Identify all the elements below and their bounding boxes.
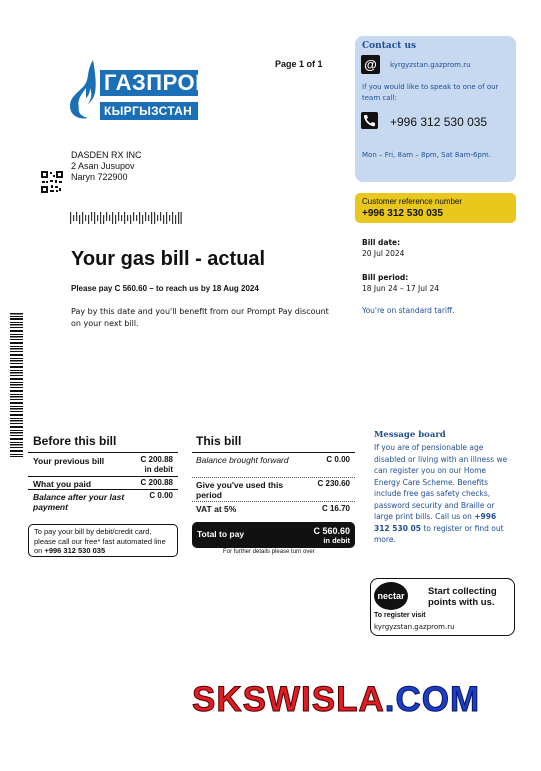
contact-title: Contact us bbox=[362, 41, 417, 51]
qr-code bbox=[41, 171, 63, 193]
phone-icon bbox=[361, 112, 378, 129]
logo-country: КЫРГЫЗСТАН bbox=[100, 102, 198, 120]
customer-reference-value: +996 312 530 035 bbox=[362, 208, 443, 219]
total-status: in debit bbox=[323, 536, 350, 545]
customer-address bbox=[71, 150, 142, 183]
divider bbox=[192, 452, 355, 453]
nectar-register-label: To register visit bbox=[374, 612, 426, 619]
watermark-tld: COM bbox=[395, 680, 481, 719]
watermark-name: SKSWISLA bbox=[192, 680, 385, 719]
balance-forward-value: C 0.00 bbox=[326, 455, 350, 464]
balance-forward-label: Balance brought forward bbox=[196, 455, 289, 465]
gas-used-value: C 230.60 bbox=[317, 479, 350, 488]
logo-wordmark: ГАЗПРОМ bbox=[100, 70, 198, 96]
card-payment-phone: +996 312 530 035 bbox=[44, 546, 106, 555]
address-line: DASDEN RX INC bbox=[71, 150, 142, 160]
address-line: Naryn 722900 bbox=[71, 172, 128, 182]
what-you-paid-label: What you paid bbox=[33, 479, 92, 489]
total-to-pay-value bbox=[300, 526, 350, 546]
total-amount: C 560.60 bbox=[313, 526, 350, 536]
nectar-title: Start collecting points with us. bbox=[428, 586, 497, 608]
contact-hours: Mon – Fri, 8am – 8pm, Sat 8am-6pm. bbox=[362, 151, 491, 159]
divider bbox=[192, 477, 355, 478]
message-board-body bbox=[374, 442, 514, 546]
gas-used-label: Give you've used this period bbox=[196, 480, 284, 500]
message-board-title: Message board bbox=[374, 430, 446, 440]
contact-phone[interactable]: +996 312 530 035 bbox=[390, 115, 488, 129]
message-text: If you are of pensionable age disabled or living with an illness we can register you on our Home Energy Care Scheme. Benefits include free gas safety checks, password security and Braille or large print bills. Call us on bbox=[374, 443, 508, 521]
postal-barcode bbox=[70, 212, 182, 224]
card-payment-text: To pay your bill by debit/credit card, please call our free* fast automated line on bbox=[34, 527, 166, 555]
before-bill-title: Before this bill bbox=[33, 434, 117, 448]
bill-period-value: 18 Jun 24 – 17 Jul 24 bbox=[362, 284, 439, 293]
prompt-pay-note: Pay by this date and you'll benefit from our Prompt Pay discount on your next bill. bbox=[71, 307, 329, 328]
vat-label: VAT at 5% bbox=[196, 504, 237, 514]
watermark-dot: . bbox=[384, 680, 396, 719]
message-phone: +996 312 530 05 bbox=[374, 512, 497, 533]
address-line: 2 Asan Jusupov bbox=[71, 161, 135, 171]
message-text-end: to register or find out more. bbox=[374, 523, 504, 544]
card-payment-note bbox=[28, 524, 178, 557]
bill-title: Your gas bill - actual bbox=[71, 248, 266, 270]
turn-over-note: For further details please turn over bbox=[223, 549, 315, 555]
customer-reference-label: Customer reference number bbox=[362, 197, 463, 206]
divider bbox=[192, 501, 355, 502]
what-you-paid-value: C 200.88 bbox=[140, 478, 173, 487]
vat-value: C 16.70 bbox=[321, 504, 350, 513]
bill-period-label: Bill period: bbox=[362, 273, 409, 282]
contact-speak-text: If you would like to speak to one of our team call: bbox=[362, 83, 499, 102]
tariff-note: You're on standard tariff. bbox=[362, 306, 455, 315]
bill-date-value: 20 Jul 2024 bbox=[362, 249, 405, 258]
watermark bbox=[192, 680, 480, 720]
previous-bill-value: C 200.88 bbox=[140, 455, 173, 464]
nectar-logo: nectar bbox=[374, 582, 408, 610]
balance-after-value: C 0.00 bbox=[149, 491, 173, 500]
bill-date-label: Bill date: bbox=[362, 238, 401, 247]
total-to-pay-label: Total to pay bbox=[197, 529, 245, 539]
pay-by-notice: Please pay C 560.60 – to reach us by 18 Aug 2024 bbox=[71, 284, 259, 293]
side-barcode bbox=[10, 313, 23, 457]
contact-website-link[interactable]: kyrgyzstan.gazprom.ru bbox=[390, 61, 471, 69]
balance-after-label: Balance after your last payment bbox=[33, 492, 125, 512]
nectar-register-link[interactable]: kyrgyzstan.gazprom.ru bbox=[374, 623, 455, 631]
page-number: Page 1 of 1 bbox=[275, 59, 323, 69]
divider bbox=[28, 489, 178, 490]
at-icon: @ bbox=[361, 55, 380, 74]
divider bbox=[28, 476, 178, 477]
previous-bill-label: Your previous bill bbox=[33, 456, 105, 466]
this-bill-title: This bill bbox=[196, 434, 242, 448]
divider bbox=[28, 452, 178, 453]
previous-bill-status: in debit bbox=[144, 465, 173, 474]
